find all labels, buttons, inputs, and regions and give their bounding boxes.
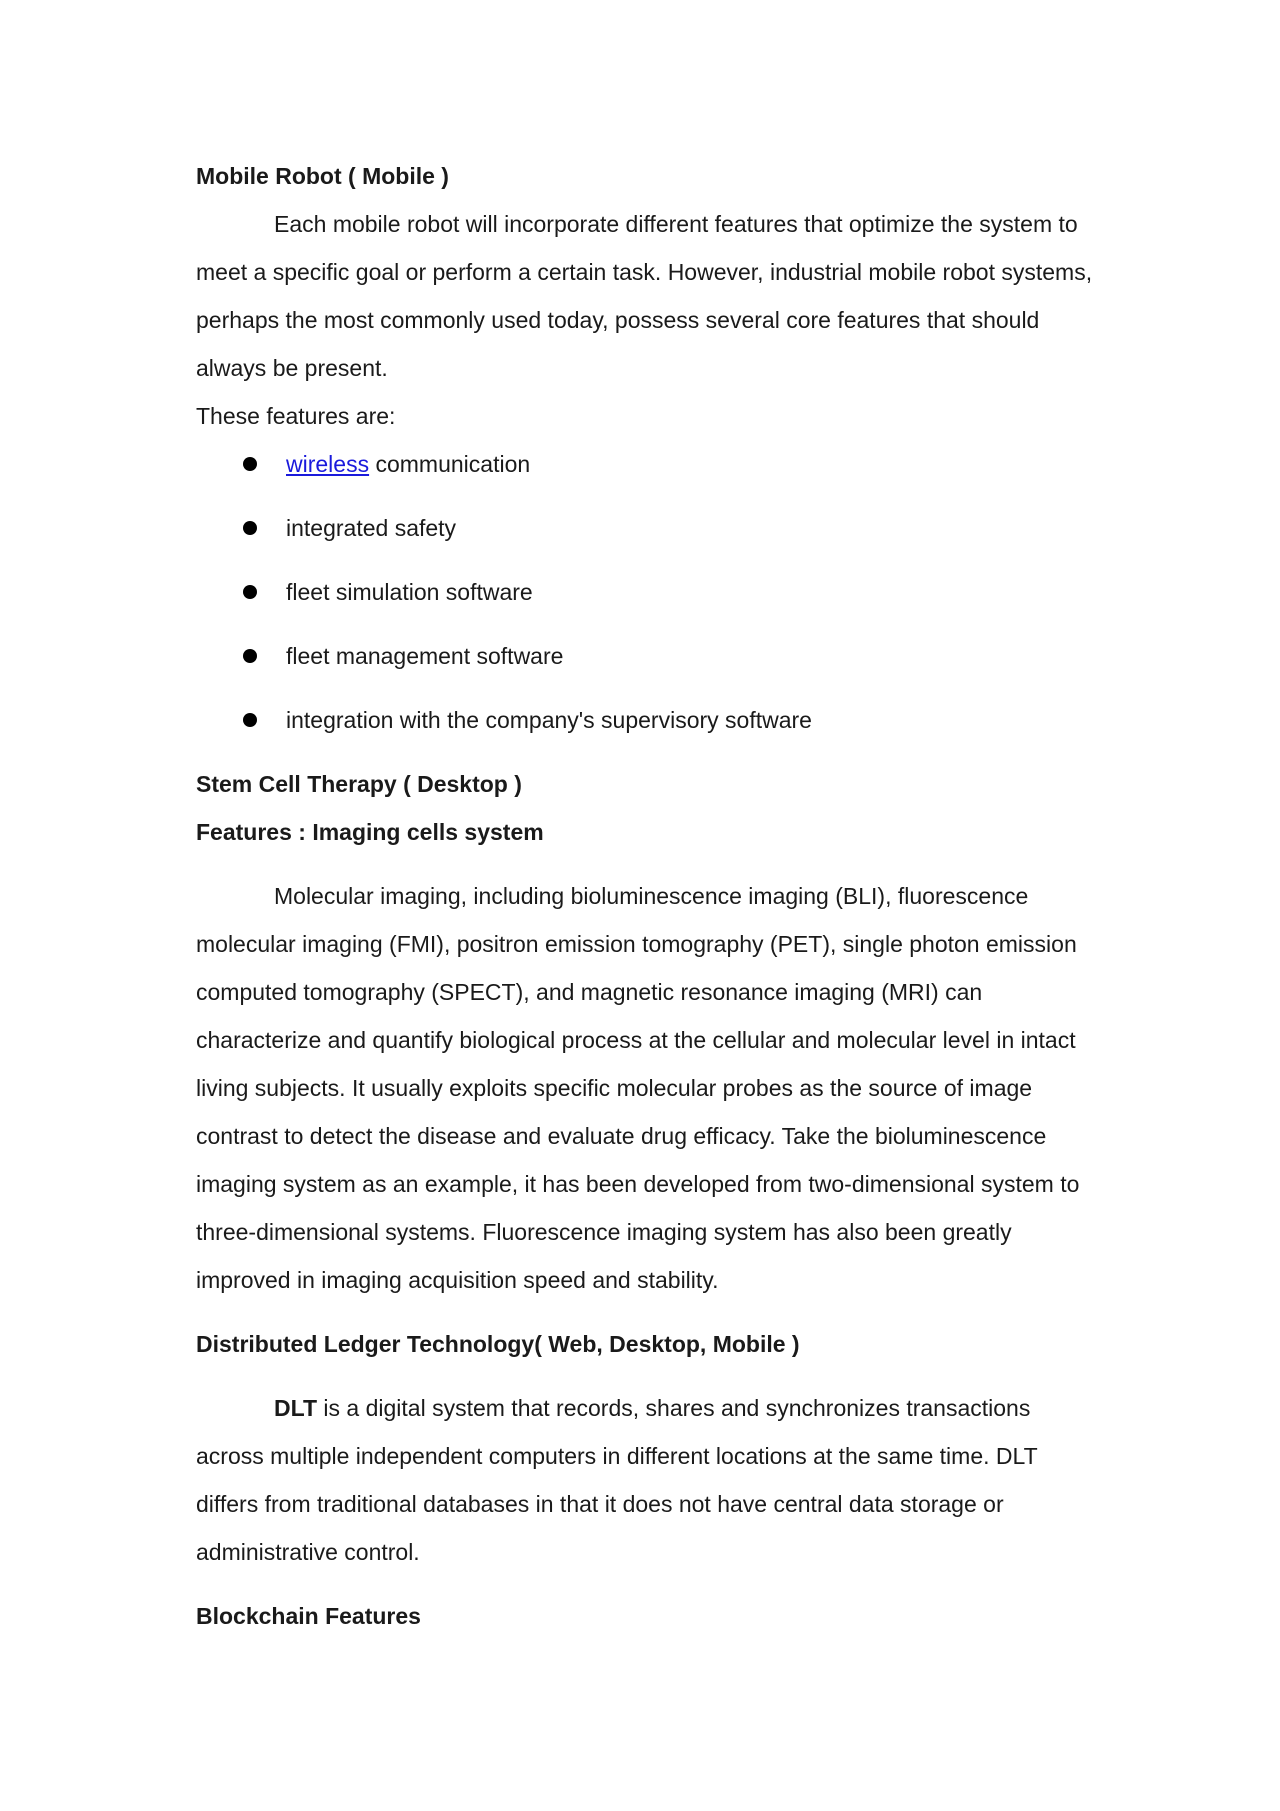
spacer — [196, 1304, 1096, 1320]
list-item — [196, 632, 1096, 696]
dlt-term: DLT — [274, 1395, 318, 1421]
list-item-text: fleet management software — [286, 643, 564, 669]
spacer — [196, 856, 1096, 872]
list-intro: These features are: — [196, 403, 396, 429]
section-heading-dlt: Distributed Ledger Technology( Web, Desktop, Mobile ) — [196, 1331, 800, 1357]
section-heading-stem-cell: Stem Cell Therapy ( Desktop ) — [196, 771, 522, 797]
list-item — [196, 568, 1096, 632]
paragraph-dlt — [196, 1384, 1096, 1576]
list-item-text: fleet simulation software — [286, 579, 533, 605]
list-item-text: integration with the company's supervisory software — [286, 707, 812, 733]
wireless-link[interactable]: wireless — [286, 451, 370, 477]
list-item-text: integrated safety — [286, 515, 457, 541]
paragraph-text: Molecular imaging, including bioluminescence imaging (BLI), fluorescence molecular imaging (FMI), positron emission tomography (PET), single photon emission computed tomography (SPECT), and magnetic resonance imaging (MRI) can characterize and quantify biological process at the cellular and molecular level in intact living subjects. It usually exploits specific molecular probes as the source of image contrast to detect the disease and evaluate drug efficacy. Take the bioluminescence imaging system as an example, it has been developed from two-dimensional system to three-dimensional systems. Fluorescence imaging system has also been greatly improved in imaging acquisition speed and stability. — [196, 883, 1080, 1293]
paragraph-text: is a digital system that records, shares and synchronizes transactions across multiple independent computers in different locations at the same time. DLT differs from traditional databases in that it does not have central data storage or administrative control. — [196, 1395, 1038, 1565]
feature-list — [196, 440, 1096, 760]
list-item — [196, 504, 1096, 568]
bullet-icon — [243, 713, 257, 727]
list-item-text: communication — [369, 451, 531, 477]
section-heading-blockchain: Blockchain Features — [196, 1603, 421, 1629]
spacer — [196, 1576, 1096, 1592]
subheading-imaging: Features : Imaging cells system — [196, 819, 544, 845]
bullet-icon — [243, 649, 257, 663]
bullet-icon — [243, 585, 257, 599]
section-heading-mobile-robot: Mobile Robot ( Mobile ) — [196, 163, 449, 189]
bullet-icon — [243, 521, 257, 535]
list-item — [196, 696, 1096, 760]
spacer — [196, 1368, 1096, 1384]
paragraph-text: Each mobile robot will incorporate different features that optimize the system to meet a specific goal or perform a certain task. However, industrial mobile robot systems, perhaps the most commonly used today, possess several core features that should always be present. — [196, 211, 1093, 381]
bullet-icon — [243, 457, 257, 471]
paragraph-molecular-imaging — [196, 872, 1096, 1304]
document-page — [196, 152, 1096, 1640]
paragraph-mobile-robot — [196, 200, 1096, 392]
list-item — [196, 440, 1096, 504]
